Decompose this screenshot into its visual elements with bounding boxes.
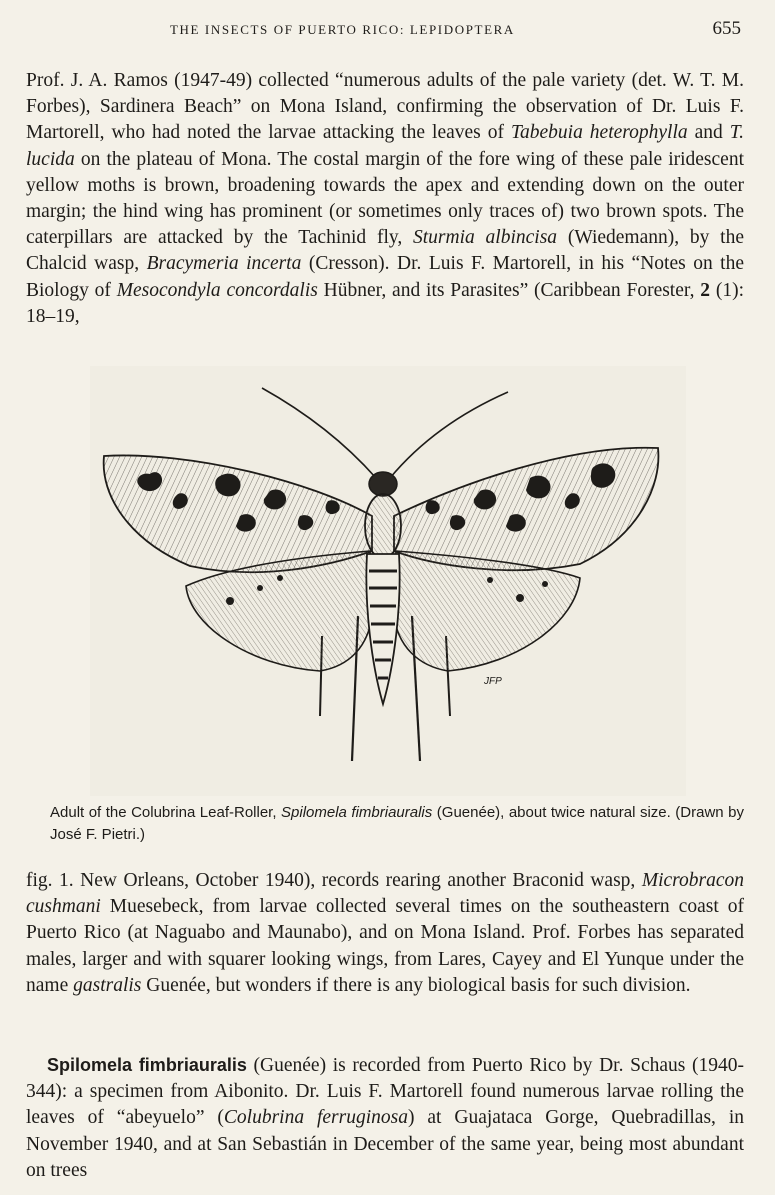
taxon-name: Tabebuia heterophylla <box>510 122 688 144</box>
taxon-name: Sturmia albincisa <box>413 227 558 249</box>
left-antenna <box>262 388 376 478</box>
moth-illustration <box>90 366 686 796</box>
taxon-name: Bracymeria incerta <box>146 253 302 275</box>
text-span: and <box>694 122 723 144</box>
running-title: THE INSECTS OF PUERTO RICO: LEPIDOPTERA <box>170 22 515 37</box>
paragraph-spilomela <box>26 1052 744 1184</box>
taxon-name: Colubrina ferruginosa <box>223 1107 408 1129</box>
text-span: Prof. J. A. Ramos (1947-49) collected “numerous adults of the pale variety (det. W. T. M. Forbes), Sardinera Beach” on Mona Island, confirming the observation of Dr. Luis F. Martorell, who had noted the larvae attacking the leaves of <box>26 70 744 144</box>
running-head <box>0 18 775 46</box>
caption-text: (Guenée), about twice natural size. (Drawn by José F. Pietri.) <box>50 804 744 843</box>
moth-thorax <box>365 494 401 558</box>
volume-number: 2 <box>700 279 711 301</box>
text-span: ) at Guajataca Gorge, Quebradillas, in November 1940, and at San Sebastián in December of the same year, being most abundant on trees <box>26 1107 744 1181</box>
text-span: Muesebeck, from larvae collected several times on the southeastern coast of Puerto Rico (at Naguabo and Maunabo), and on Mona Island. Prof. Forbes has separated males, larger and with squarer looking wings, from Lares, Cayey and El Yunque under the name <box>26 896 744 996</box>
taxon-name: Microbracon cushmani <box>26 870 745 918</box>
text-span: (1): 18–19, <box>26 279 745 327</box>
text-span: Hübner, and its Parasites” (Caribbean Forester, <box>323 279 695 301</box>
text-span: (Cresson). Dr. Luis F. Martorell, in his “Notes on the Biology of <box>26 253 744 301</box>
paragraph-ramos <box>26 68 744 330</box>
right-antenna <box>390 392 508 478</box>
artist-initials: JFP <box>484 676 502 687</box>
taxon-name: gastralis <box>73 974 142 996</box>
taxon-name: Mesocondyla concordalis <box>116 279 318 301</box>
moth-abdomen <box>366 554 399 704</box>
text-span: on the plateau of Mona. The costal margin of the fore wing of these pale iridescent yellow moths is brown, broadening towards the apex and extending down on the outer margin; the hind wing has prominent (or sometimes only traces of) two brown spots. The caterpillars are attacked by the Tachinid fly, <box>26 148 744 249</box>
paragraph-forbes <box>26 868 744 999</box>
text-span: fig. 1. New Orleans, October 1940), records rearing another Braconid wasp, <box>26 870 636 891</box>
text-span: Guenée, but wonders if there is any biological basis for such division. <box>146 974 691 996</box>
caption-taxon: Spilomela fimbriauralis <box>281 804 433 821</box>
moth-head <box>369 472 397 496</box>
taxon-name: T. lucida <box>26 122 745 170</box>
text-span: (Wiedemann), by the Chalcid wasp, <box>26 227 744 275</box>
figure-caption <box>50 802 744 846</box>
moth-drawing <box>90 366 686 796</box>
text-span: (Guenée) is recorded from Puerto Rico by Dr. Schaus (1940-344): a specimen from Aibonito. Dr. Luis F. Martorell found numerous larvae rolling the leaves of “abeyuelo” ( <box>26 1055 745 1129</box>
caption-text: Adult of the Colubrina Leaf-Roller, <box>50 804 277 821</box>
species-heading: Spilomela fimbriauralis <box>47 1055 247 1075</box>
page-number: 655 <box>712 18 741 39</box>
